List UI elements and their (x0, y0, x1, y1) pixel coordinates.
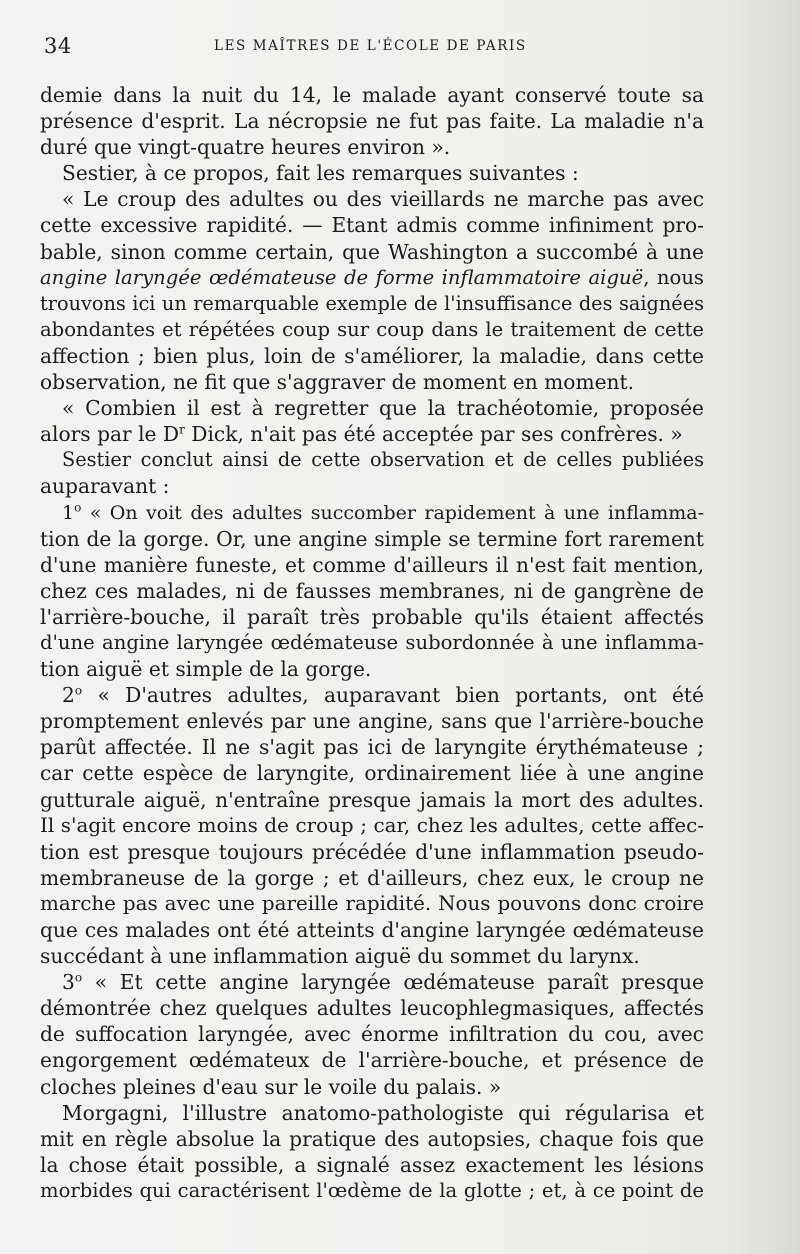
body-text (40, 82, 704, 1204)
superscript: o (74, 970, 83, 985)
line-text: Sestier conclut ainsi de cette observation et de celles publiées (62, 448, 704, 472)
text-line (40, 239, 704, 265)
text-line (40, 473, 704, 499)
text-line (40, 421, 704, 447)
line-text: « On voit des adultes succomber rapidement à une inflamma- (81, 501, 704, 524)
line-text: marche pas avec une pareille rapidité. Nous pouvons donc croire (40, 891, 704, 915)
line-text: l'arrière-bouche, il paraît très probable qu'ils étaient affectés (40, 604, 704, 629)
line-text: Sestier, à ce propos, fait les remarques suivantes : (62, 161, 579, 186)
line-text: « Le croup des adultes ou des vieillards ne marche pas avec (62, 187, 704, 212)
line-text: demie dans la nuit du 14, le malade ayant conservé toute sa (40, 83, 704, 107)
text-line (40, 186, 704, 212)
text-line (40, 969, 704, 995)
line-prefix: 3 (62, 970, 75, 995)
line-text: parût affectée. Il ne s'agit pas ici de laryngite érythémateuse ; (40, 735, 704, 760)
line-text: gutturale aiguë, n'entraîne presque jamais la mort des adultes. (40, 787, 704, 812)
line-text: bable, sinon comme certain, que Washington a succombé à une (40, 239, 704, 264)
text-line (40, 160, 704, 186)
text-line (40, 1178, 704, 1204)
text-line (40, 943, 704, 969)
text-line (40, 108, 704, 134)
page-number: 34 (44, 34, 72, 58)
text-line (40, 865, 704, 891)
text-line (40, 891, 704, 917)
superscript: r (179, 422, 185, 437)
text-line (40, 917, 704, 943)
line-text: démontrée chez quelques adultes leucophlegmasiques, affectés (40, 996, 704, 1021)
text-line (40, 813, 704, 839)
text-line (40, 343, 704, 369)
text-line (40, 552, 704, 578)
line-text: Dick, n'ait pas été acceptée par ses confrères. » (184, 422, 683, 447)
text-line (40, 526, 704, 552)
text-line (40, 395, 704, 421)
text-line (40, 1074, 704, 1100)
line-prefix: 2 (62, 683, 75, 708)
line-text: tion aiguë et simple de la gorge. (40, 657, 372, 682)
text-line (40, 291, 704, 317)
line-text: affection ; bien plus, loin de s'améliorer, la maladie, dans cette (40, 343, 704, 368)
line-text: duré que vingt-quatre heures environ ». (40, 135, 451, 160)
text-line (40, 82, 704, 108)
line-text: d'une manière funeste, et comme d'ailleurs il n'est fait mention, (40, 552, 704, 577)
line-text: chez ces malades, ni de fausses membranes, ni de gangrène de (40, 578, 704, 603)
text-line (40, 760, 704, 786)
line-text: car cette espèce de laryngite, ordinairement liée à une angine (40, 761, 704, 786)
line-text: abondantes et répétées coup sur coup dans le traitement de cette (40, 317, 704, 341)
line-text: membraneuse de la gorge ; et d'ailleurs, chez eux, le croup ne (40, 865, 704, 890)
line-text: de suffocation laryngée, avec énorme infiltration du cou, avec (40, 1022, 704, 1047)
line-text: « D'autres adultes, auparavant bien portants, ont été (82, 683, 704, 708)
text-line (40, 1021, 704, 1047)
text-line (40, 604, 704, 630)
text-line (40, 317, 704, 343)
line-text: morbides qui caractérisent l'œdème de la glotte ; et, à ce point de (40, 1178, 704, 1202)
text-line (40, 1126, 704, 1152)
line-text: « Et cette angine laryngée œdémateuse paraît presque (82, 970, 704, 995)
line-prefix: 1 (62, 501, 75, 524)
line-text: cloches pleines d'eau sur le voile du palais. » (40, 1074, 502, 1099)
running-title: LES MAÎTRES DE L'ÉCOLE DE PARIS (214, 38, 527, 54)
text-line (40, 500, 704, 526)
line-prefix: alors par le D (40, 422, 180, 447)
line-text: observation, ne fit que s'aggraver de moment en moment. (40, 370, 635, 395)
text-line (40, 995, 704, 1021)
italic-phrase: angine laryngée œdémateuse de forme inflammatoire aiguë (40, 265, 644, 289)
text-line (40, 578, 704, 604)
text-line (40, 1152, 704, 1178)
line-text: tion de la gorge. Or, une angine simple se termine fort rarement (40, 526, 704, 551)
line-text: cette excessive rapidité. — Etant admis comme infiniment pro- (40, 213, 704, 238)
line-text: Il s'agit encore moins de croup ; car, chez les adultes, cette affec- (40, 813, 704, 837)
line-text: Morgagni, l'illustre anatomo-pathologiste qui régularisa et (62, 1100, 704, 1125)
line-text: promptement enlevés par une angine, sans que l'arrière-bouche (40, 709, 704, 734)
line-text: que ces malades ont été atteints d'angine laryngée œdémateuse (40, 918, 704, 942)
line-text: engorgement œdémateux de l'arrière-bouche, et présence de (40, 1048, 704, 1073)
text-line (40, 787, 704, 813)
line-text: la chose était possible, a signalé assez exactement les lésions (40, 1152, 704, 1177)
text-line (40, 447, 704, 473)
line-text: succédant à une inflammation aiguë du sommet du larynx. (40, 944, 640, 969)
text-line (40, 656, 704, 682)
text-line (40, 212, 704, 238)
text-line (40, 134, 704, 160)
line-text: auparavant : (40, 474, 170, 499)
line-text: présence d'esprit. La nécropsie ne fut pas faite. La maladie n'a (40, 109, 704, 134)
text-line (40, 839, 704, 865)
text-line (40, 682, 704, 708)
line-text: d'une angine laryngée œdémateuse subordonnée à une inflamma- (40, 630, 704, 654)
line-text: trouvons ici un remarquable exemple de l'insuffisance des saignées (40, 291, 704, 315)
text-line (40, 708, 704, 734)
text-line (40, 369, 704, 395)
line-text: tion est presque toujours précédée d'une inflammation pseudo- (40, 839, 704, 864)
superscript: o (74, 500, 82, 515)
line-text: « Combien il est à regretter que la trachéotomie, proposée (62, 396, 704, 421)
text-line (40, 630, 704, 656)
line-text: mit en règle absolue la pratique des autopsies, chaque fois que (40, 1126, 704, 1151)
text-line (40, 265, 704, 291)
line-text: , nous (643, 265, 704, 289)
text-line (40, 734, 704, 760)
page-header (44, 34, 704, 60)
superscript: o (74, 683, 83, 698)
text-line (40, 1100, 704, 1126)
text-line (40, 1047, 704, 1073)
